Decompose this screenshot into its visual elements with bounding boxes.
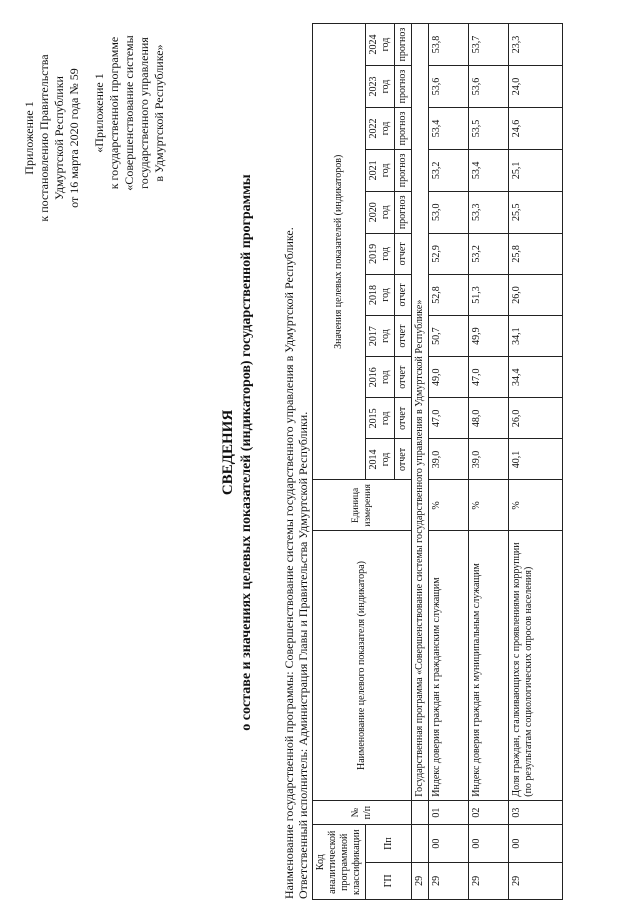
appendix-block	[22, 13, 82, 263]
sub-appendix-line: к государственной программе	[107, 36, 121, 190]
number-cell: 01	[429, 800, 469, 825]
status-header: отчет	[395, 357, 412, 398]
code-header: Код аналитической программной классификации	[313, 825, 366, 900]
table-row	[429, 24, 469, 900]
indicator-name-cell: Индекс доверия граждан к гражданским служащим	[429, 531, 469, 800]
value-cell: 53,6	[429, 66, 469, 108]
year-header: 2020 год	[366, 191, 395, 233]
value-cell: 49,9	[469, 316, 509, 357]
table-row	[509, 24, 563, 900]
year-header: 2021 год	[366, 149, 395, 191]
gp-header: ГП	[366, 862, 412, 899]
value-cell: 49,0	[429, 357, 469, 398]
value-cell: 48,0	[469, 398, 509, 439]
program-title-cell: Государственная программа «Совершенствование системы государственного управления в Удмуртской Республике»	[412, 24, 429, 801]
value-cell: 53,2	[429, 149, 469, 191]
document-subtitle: о составе и значениях целевых показателей (индикаторов) государственной программы	[239, 174, 254, 731]
value-cell: 39,0	[429, 439, 469, 480]
indicators-table	[312, 23, 563, 900]
unit-cell: %	[429, 480, 469, 531]
value-cell: 34,4	[509, 357, 563, 398]
gp-cell: 29	[412, 862, 429, 899]
number-cell: 02	[469, 800, 509, 825]
indicator-name-cell: Доля граждан, сталкивающихся с проявлениями коррупции (по результатам социологических опросов населения)	[509, 531, 563, 800]
value-cell: 52,9	[429, 233, 469, 274]
status-header: прогноз	[395, 149, 412, 191]
gp-cell: 29	[429, 862, 469, 899]
value-cell: 50,7	[429, 316, 469, 357]
sub-appendix-line: «Совершенствование системы	[122, 35, 136, 191]
value-cell: 53,6	[469, 66, 509, 108]
appendix-line: Удмуртской Республики	[52, 76, 66, 200]
year-header: 2015 год	[366, 398, 395, 439]
value-cell: 23,3	[509, 24, 563, 66]
value-cell: 53,7	[469, 24, 509, 66]
status-header: прогноз	[395, 191, 412, 233]
value-cell: 47,0	[429, 398, 469, 439]
value-cell: 25,1	[509, 149, 563, 191]
sub-appendix-block	[92, 13, 167, 213]
pp-cell: 00	[469, 825, 509, 862]
indicator-name-header: Наименование целевого показателя (индикатора)	[313, 531, 412, 800]
status-header: отчет	[395, 274, 412, 315]
year-header: 2023 год	[366, 66, 395, 108]
unit-cell: %	[469, 480, 509, 531]
value-cell: 40,1	[509, 439, 563, 480]
appendix-line: к постановлению Правительства	[37, 54, 51, 222]
gp-cell: 29	[469, 862, 509, 899]
pp-cell: 00	[429, 825, 469, 862]
executor-line: Ответственный исполнитель: Администрация Главы и Правительства Удмуртской Республики.	[296, 411, 310, 899]
program-row	[412, 24, 429, 900]
value-cell: 39,0	[469, 439, 509, 480]
status-header: отчет	[395, 316, 412, 357]
value-cell: 53,4	[469, 149, 509, 191]
year-header: 2018 год	[366, 274, 395, 315]
pp-header: Пп	[366, 825, 412, 862]
value-cell: 34,1	[509, 316, 563, 357]
value-cell: 24,6	[509, 107, 563, 149]
value-cell: 53,5	[469, 107, 509, 149]
number-cell: 03	[509, 800, 563, 825]
pp-cell: 00	[509, 825, 563, 862]
status-header: прогноз	[395, 24, 412, 66]
value-cell: 25,8	[509, 233, 563, 274]
value-cell: 26,0	[509, 274, 563, 315]
status-header: отчет	[395, 233, 412, 274]
status-header: отчет	[395, 398, 412, 439]
unit-header: Единица измерения	[313, 480, 412, 531]
sub-appendix-line: государственного управления	[137, 37, 151, 189]
value-cell: 53,2	[469, 233, 509, 274]
value-cell: 53,8	[429, 24, 469, 66]
year-header: 2024 год	[366, 24, 395, 66]
value-cell: 53,0	[429, 191, 469, 233]
value-cell: 47,0	[469, 357, 509, 398]
table-row	[469, 24, 509, 900]
number-header: № п/п	[313, 800, 412, 825]
gp-cell: 29	[509, 862, 563, 899]
sub-appendix-line: «Приложение 1	[92, 73, 106, 153]
sub-appendix-line: в Удмуртской Республике»	[152, 44, 166, 182]
document-title: СВЕДЕНИЯ	[220, 409, 236, 496]
year-header: 2022 год	[366, 107, 395, 149]
value-cell: 25,5	[509, 191, 563, 233]
status-header: отчет	[395, 439, 412, 480]
year-header: 2019 год	[366, 233, 395, 274]
value-cell: 26,0	[509, 398, 563, 439]
values-header: Значения целевых показателей (индикаторов)	[313, 24, 366, 481]
appendix-line: от 16 марта 2020 года № 59	[67, 68, 81, 208]
appendix-line: Приложение 1	[22, 101, 36, 175]
year-header: 2017 год	[366, 316, 395, 357]
indicator-name-cell: Индекс доверия граждан к муниципальным служащим	[469, 531, 509, 800]
value-cell: 53,4	[429, 107, 469, 149]
unit-cell: %	[509, 480, 563, 531]
value-cell: 52,8	[429, 274, 469, 315]
year-header: 2016 год	[366, 357, 395, 398]
status-header: прогноз	[395, 107, 412, 149]
value-cell: 24,0	[509, 66, 563, 108]
value-cell: 51,3	[469, 274, 509, 315]
status-header: прогноз	[395, 66, 412, 108]
year-header: 2014 год	[366, 439, 395, 480]
value-cell: 53,3	[469, 191, 509, 233]
program-name-line: Наименование государственной программы: Совершенствование системы государственного управления в Удмуртской Республике.	[282, 227, 296, 899]
